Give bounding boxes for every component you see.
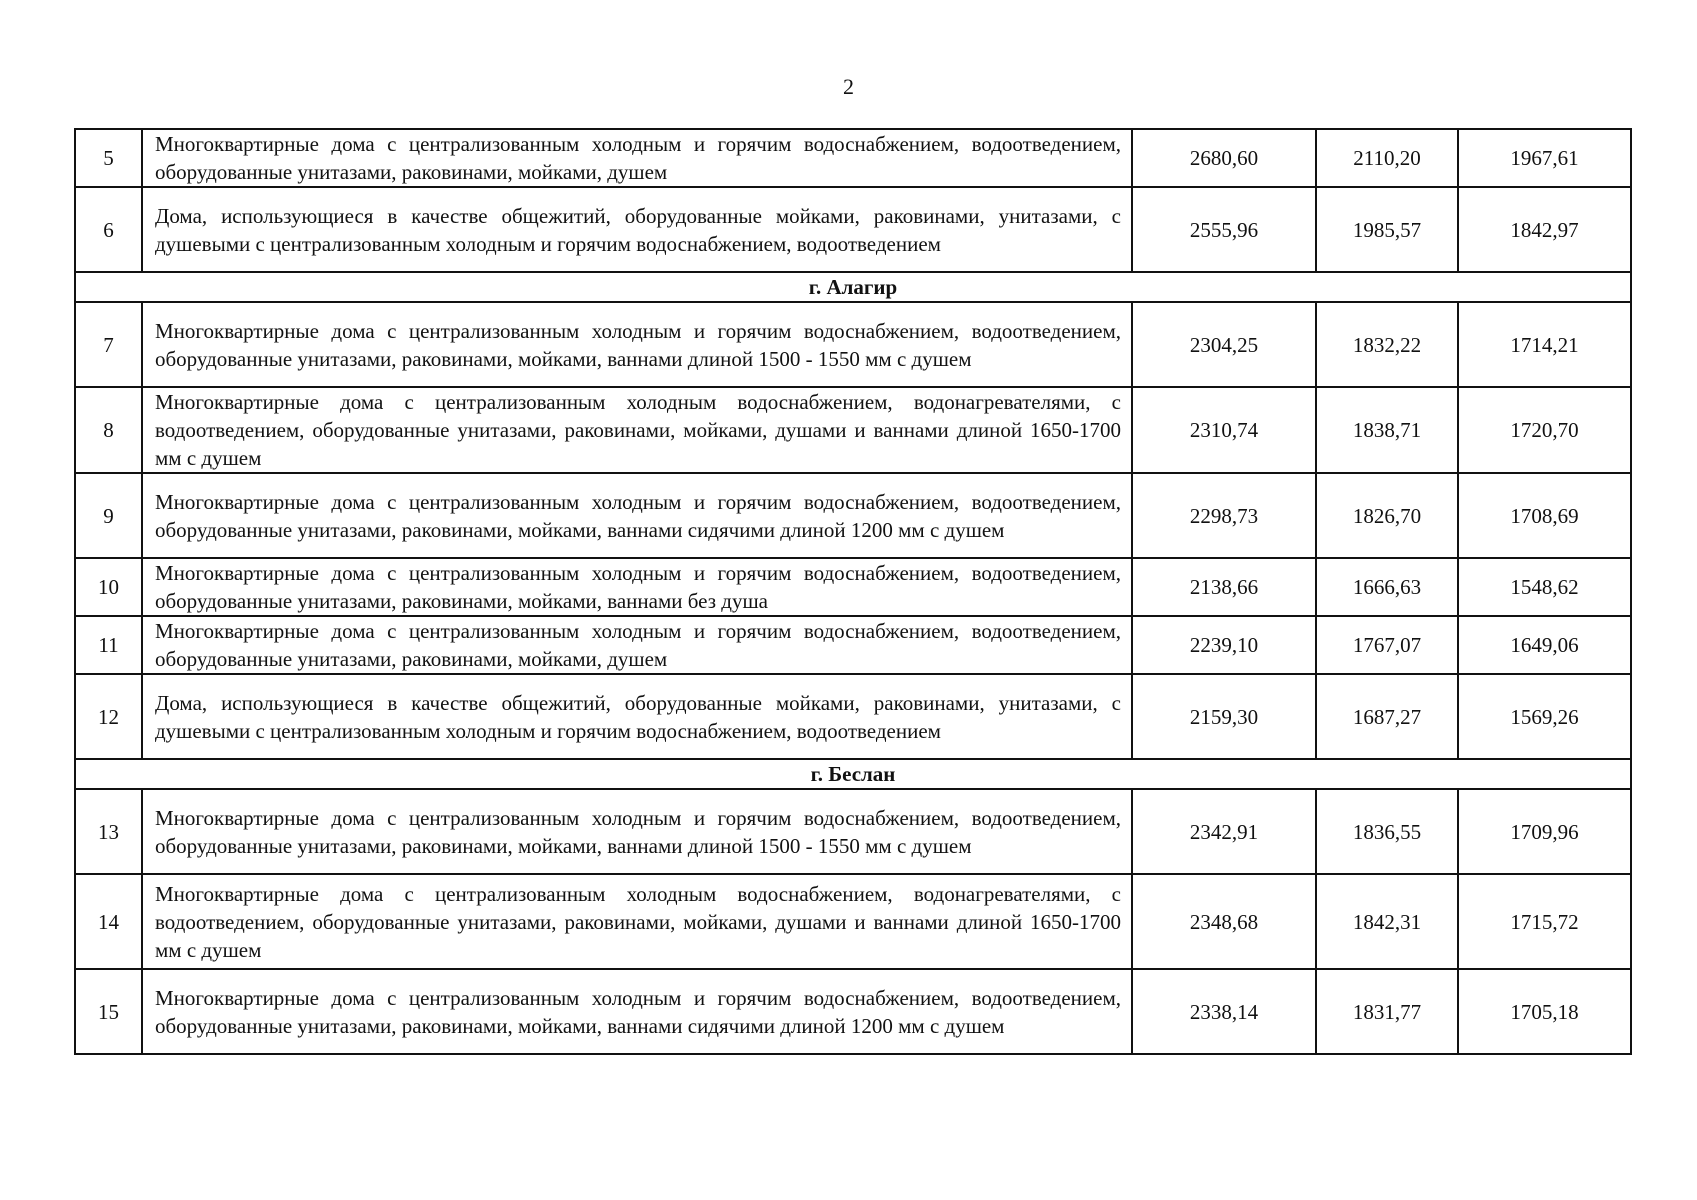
value-col-2: 1832,22 (1316, 302, 1458, 387)
table-row (75, 789, 1631, 874)
value-col-1: 2310,74 (1132, 387, 1316, 473)
value-col-3: 1714,21 (1458, 302, 1631, 387)
value-col-2: 1985,57 (1316, 187, 1458, 272)
row-number: 11 (75, 616, 142, 674)
row-number: 9 (75, 473, 142, 558)
value-col-1: 2348,68 (1132, 874, 1316, 969)
value-col-3: 1967,61 (1458, 129, 1631, 187)
value-col-3: 1649,06 (1458, 616, 1631, 674)
value-col-2: 1826,70 (1316, 473, 1458, 558)
table-row (75, 302, 1631, 387)
row-description: Многоквартирные дома с централизованным холодным водоснабжением, водонагревателями, с водоотведением, оборудованные унитазами, раковинами, мойками, душами и ваннами длиной 1650-1700 мм с душем (142, 387, 1132, 473)
value-col-3: 1842,97 (1458, 187, 1631, 272)
row-description: Многоквартирные дома с централизованным холодным и горячим водоснабжением, водоотведением, оборудованные унитазами, раковинами, мойками, ваннами сидячими длиной 1200 мм с душем (142, 969, 1132, 1054)
table-row (75, 874, 1631, 969)
row-description: Многоквартирные дома с централизованным холодным и горячим водоснабжением, водоотведением, оборудованные унитазами, раковинами, мойками, ваннами длиной 1500 - 1550 мм с душем (142, 302, 1132, 387)
row-number: 8 (75, 387, 142, 473)
value-col-2: 1687,27 (1316, 674, 1458, 759)
row-number: 10 (75, 558, 142, 616)
table-row (75, 387, 1631, 473)
section-title: г. Беслан (75, 759, 1631, 789)
row-description: Многоквартирные дома с централизованным холодным и горячим водоснабжением, водоотведением, оборудованные унитазами, раковинами, мойками, душем (142, 129, 1132, 187)
value-col-1: 2680,60 (1132, 129, 1316, 187)
value-col-3: 1720,70 (1458, 387, 1631, 473)
value-col-3: 1715,72 (1458, 874, 1631, 969)
value-col-1: 2342,91 (1132, 789, 1316, 874)
value-col-1: 2555,96 (1132, 187, 1316, 272)
value-col-2: 1838,71 (1316, 387, 1458, 473)
table-row (75, 969, 1631, 1054)
value-col-3: 1708,69 (1458, 473, 1631, 558)
value-col-1: 2338,14 (1132, 969, 1316, 1054)
row-description: Дома, использующиеся в качестве общежитий, оборудованные мойками, раковинами, унитазами, с душевыми с централизованным холодным и горячим водоснабжением, водоотведением (142, 187, 1132, 272)
row-number: 13 (75, 789, 142, 874)
row-number: 12 (75, 674, 142, 759)
row-number: 15 (75, 969, 142, 1054)
section-title: г. Алагир (75, 272, 1631, 302)
value-col-1: 2304,25 (1132, 302, 1316, 387)
section-row (75, 759, 1631, 789)
value-col-1: 2298,73 (1132, 473, 1316, 558)
row-number: 5 (75, 129, 142, 187)
value-col-3: 1548,62 (1458, 558, 1631, 616)
value-col-3: 1705,18 (1458, 969, 1631, 1054)
value-col-2: 1831,77 (1316, 969, 1458, 1054)
row-description: Многоквартирные дома с централизованным холодным и горячим водоснабжением, водоотведением, оборудованные унитазами, раковинами, мойками, ваннами длиной 1500 - 1550 мм с душем (142, 789, 1132, 874)
row-number: 7 (75, 302, 142, 387)
table-row (75, 473, 1631, 558)
row-description: Многоквартирные дома с централизованным холодным и горячим водоснабжением, водоотведением, оборудованные унитазами, раковинами, мойками, ваннами без душа (142, 558, 1132, 616)
table-row (75, 129, 1631, 187)
row-description: Многоквартирные дома с централизованным холодным и горячим водоснабжением, водоотведением, оборудованные унитазами, раковинами, мойками, душем (142, 616, 1132, 674)
value-col-2: 2110,20 (1316, 129, 1458, 187)
value-col-1: 2239,10 (1132, 616, 1316, 674)
row-number: 6 (75, 187, 142, 272)
row-description: Многоквартирные дома с централизованным холодным водоснабжением, водонагревателями, с водоотведением, оборудованные унитазами, раковинами, мойками, душами и ваннами длиной 1650-1700 мм с душем (142, 874, 1132, 969)
value-col-2: 1666,63 (1316, 558, 1458, 616)
row-description: Многоквартирные дома с централизованным холодным и горячим водоснабжением, водоотведением, оборудованные унитазами, раковинами, мойками, ваннами сидячими длиной 1200 мм с душем (142, 473, 1132, 558)
value-col-2: 1842,31 (1316, 874, 1458, 969)
page-number: 2 (843, 74, 854, 99)
section-row (75, 272, 1631, 302)
value-col-2: 1836,55 (1316, 789, 1458, 874)
table-row (75, 187, 1631, 272)
value-col-3: 1709,96 (1458, 789, 1631, 874)
tariff-table (74, 128, 1632, 1055)
value-col-3: 1569,26 (1458, 674, 1631, 759)
value-col-1: 2138,66 (1132, 558, 1316, 616)
row-description: Дома, использующиеся в качестве общежитий, оборудованные мойками, раковинами, унитазами, с душевыми с централизованным холодным и горячим водоснабжением, водоотведением (142, 674, 1132, 759)
row-number: 14 (75, 874, 142, 969)
value-col-2: 1767,07 (1316, 616, 1458, 674)
table-row (75, 674, 1631, 759)
table-row (75, 558, 1631, 616)
value-col-1: 2159,30 (1132, 674, 1316, 759)
table-row (75, 616, 1631, 674)
